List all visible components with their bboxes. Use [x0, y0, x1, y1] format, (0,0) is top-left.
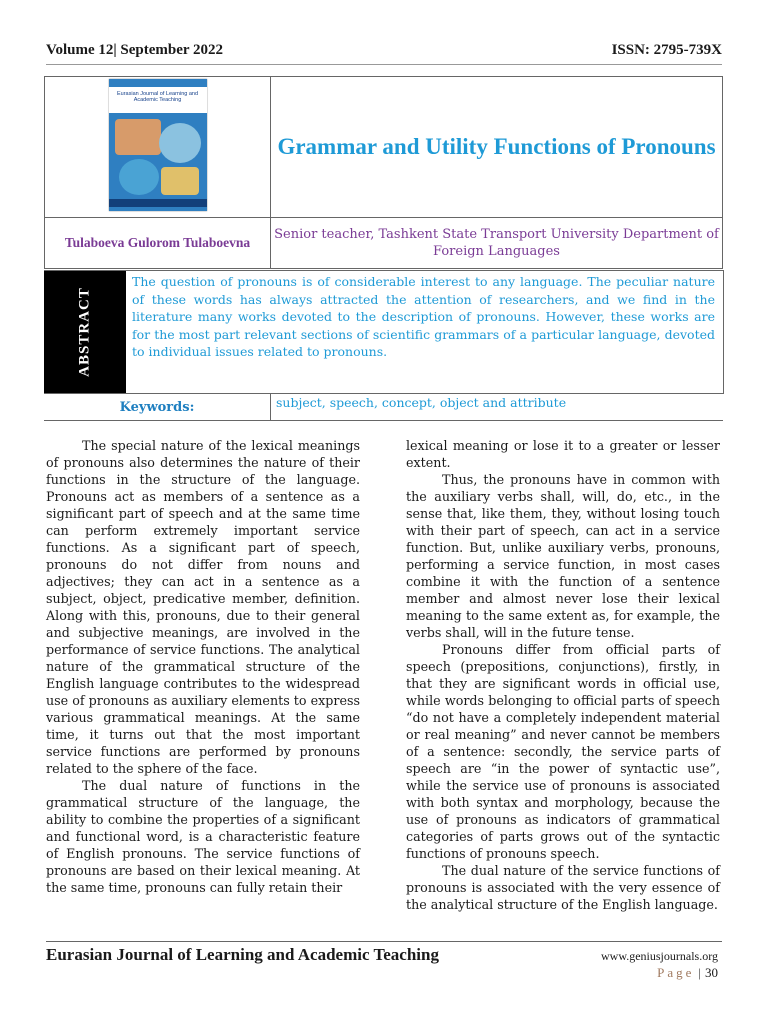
paragraph: Pronouns differ from official parts of speech (prepositions, conjunctions), firstly, in that they are significant words in official use, while words belonging to official parts of speech “do not have a completely independent material or real meaning” and never cannot be members of a sentence: secondly, the service parts of speech are “in the power of syntactic use”, while the service use of pronouns is associated with both syntax and morphology, because the use of pronouns as indicators of grammatical categories of parts grows out of the syntactic functions of pronouns speech. [406, 642, 720, 861]
keywords-row [44, 393, 723, 421]
body-column-left [46, 437, 360, 896]
page-number-block: Page | 30 [657, 965, 718, 980]
cover-title: Eurasian Journal of Learning and Academic Teaching [116, 91, 199, 104]
abstract-label-block [44, 271, 126, 394]
author-name: Tulaboeva Gulorom Tulaboevna [45, 218, 271, 269]
issn-label: ISSN: 2795-739X [611, 42, 722, 58]
header-divider [46, 64, 722, 65]
paragraph: The special nature of the lexical meanings of pronouns also determines the nature of their functions in the structure of the language. Pronouns act as members of a sentence as a significant part of speech and at the same time can perform extremely important service functions. As a significant part of speech, pronouns do not differ from nouns and adjectives; they can act in a sentence as a subject, object, predicative member, definition. Along with this, pronouns, due to their general and subjective meanings, are involved in the performance of service functions. The analytical nature of the grammatical structure of the English language contributes to the widespread use of pronouns as auxiliary elements to express various grammatical meanings. At the same time, it turns out that the most important service functions are performed by pronouns related to the sphere of the face. [46, 438, 360, 776]
footer-divider [46, 941, 722, 942]
keywords-label: Keywords: [44, 394, 271, 420]
volume-label: Volume 12| September 2022 [46, 42, 224, 58]
body-column-right [406, 437, 720, 913]
footer-journal-name: Eurasian Journal of Learning and Academic Teaching [46, 945, 439, 964]
paragraph: The dual nature of functions in the grammatical structure of the language, the ability to combine the properties of a significant and functional word, is a characteristic feature of English pronouns. The service functions of pronouns are based on their lexical meaning. At the same time, pronouns can fully retain their [46, 778, 360, 895]
footer-website: www.geniusjournals.org [601, 949, 718, 963]
paragraph: The dual nature of the service functions of pronouns is associated with the very essence of the analytical structure of the English language. [406, 863, 720, 912]
article-title: Grammar and Utility Functions of Pronouns [271, 77, 723, 218]
keywords-value: subject, speech, concept, object and attribute [276, 395, 567, 410]
article-meta-table [44, 76, 723, 269]
journal-cover-image [109, 79, 207, 211]
page-header [46, 42, 722, 64]
paragraph: Thus, the pronouns have in common with the auxiliary verbs shall, will, do, etc., in the sense that, like them, they, without losing touch with their part of speech, can act in a service function. But, unlike auxiliary verbs, pronouns, performing a service function, in most cases combine it with the function of a sentence member and almost never lose their lexical meaning to the same extent as, for example, the verbs shall, will in the future tense. [406, 472, 720, 640]
abstract-box [44, 270, 724, 394]
page-number: 30 [705, 965, 718, 980]
page-word: Page [657, 965, 695, 980]
abstract-label: ABSTRACT [76, 287, 93, 377]
paragraph-continuation: lexical meaning or lose it to a greater or lesser extent. [406, 438, 720, 470]
cover-cell [45, 77, 271, 218]
author-affiliation: Senior teacher, Tashkent State Transport University Department of Foreign Languages [271, 218, 723, 269]
abstract-text: The question of pronouns is of considerable interest to any language. The peculiar nature of these words has always attracted the attention of researchers, and we find in the literature many works devoted to the description of pronouns. However, these works are for the most part relevant sections of scientific grammars of a particular language, devoted to individual issues related to pronouns. [132, 274, 715, 359]
